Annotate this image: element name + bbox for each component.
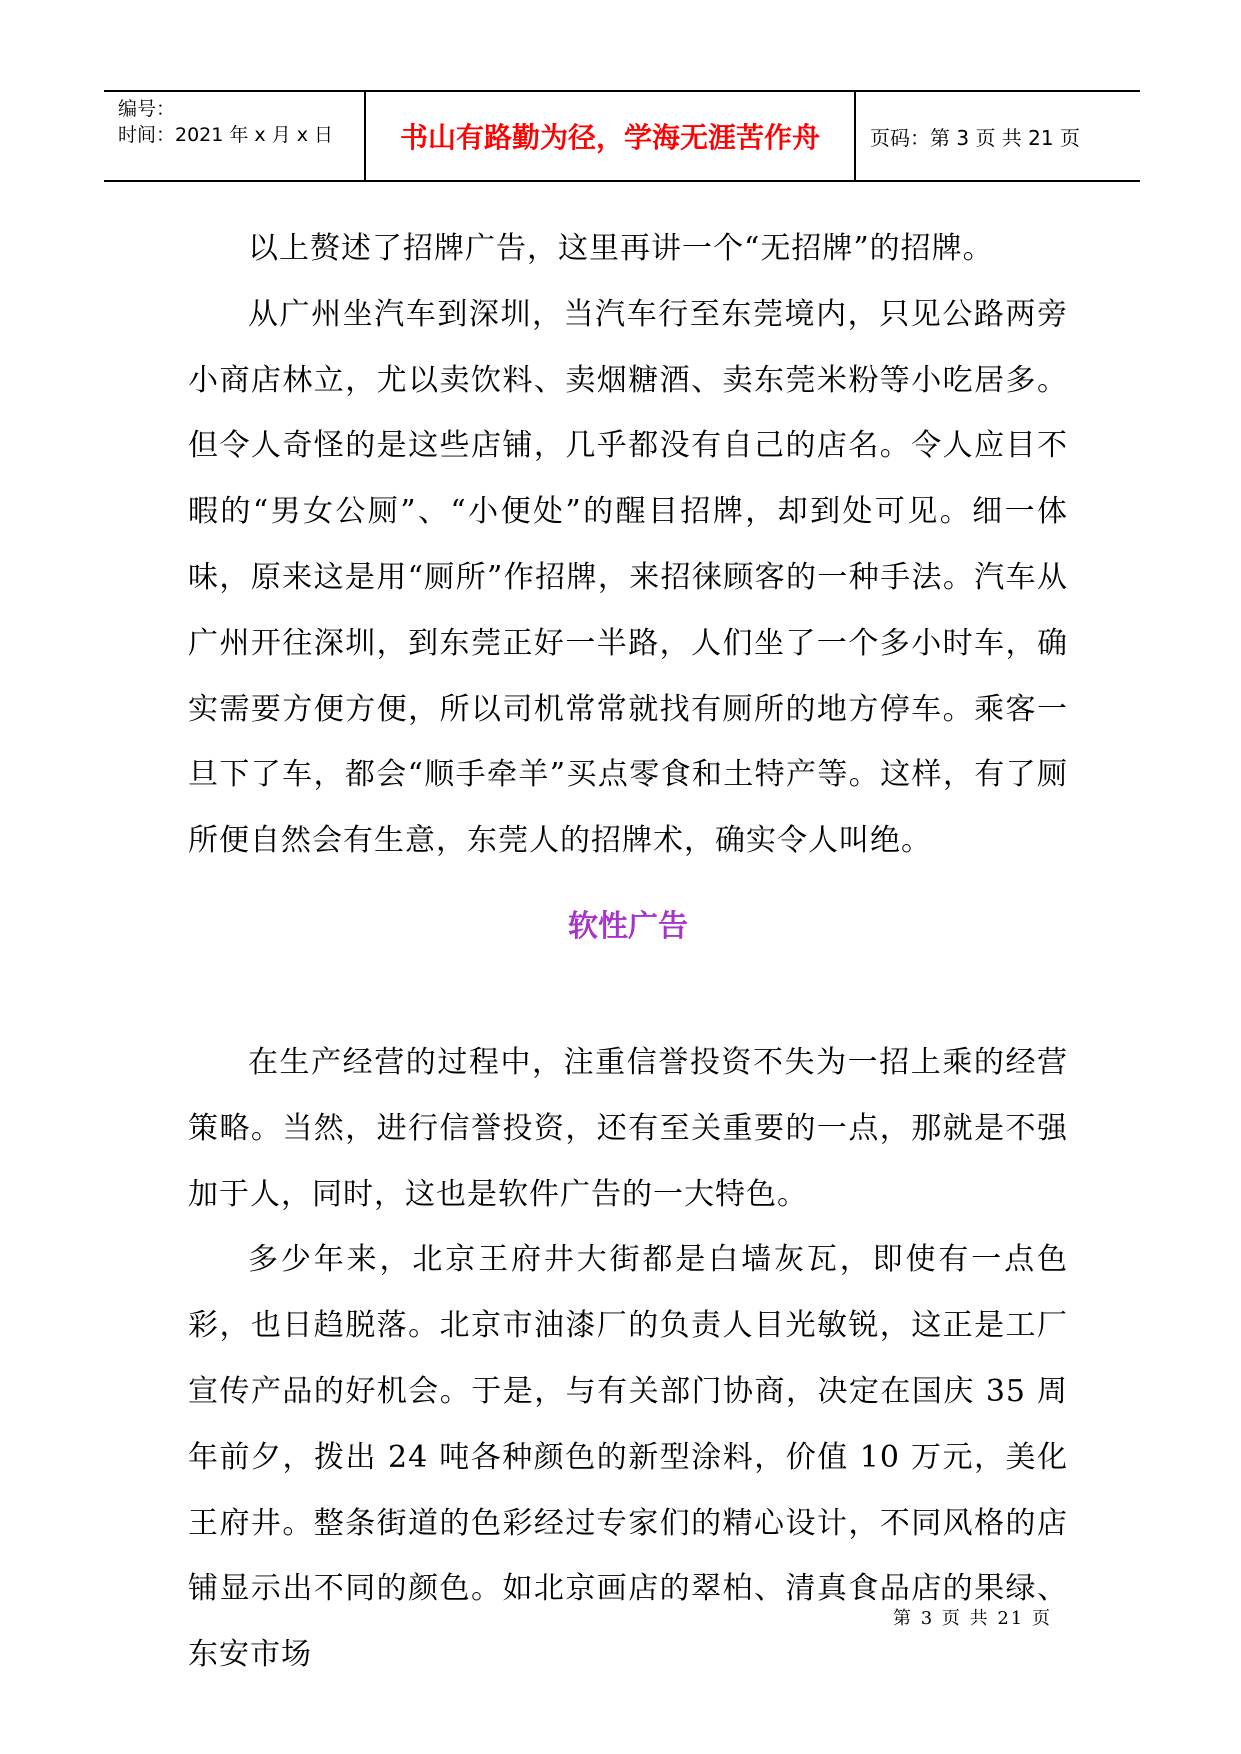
paragraph: 从广州坐汽车到深圳，当汽车行至东莞境内，只见公路两旁小商店林立，尤以卖饮料、卖烟糖酒、卖东莞米粉等小吃居多。但令人奇怪的是这些店铺，几乎都没有自己的店名。令人应目不暇的“男女公厕”、“小便处”的醒目招牌，却到处可见。细一体味，原来这是用“厕所”作招牌，来招徕顾客的一种手法。汽车从广州开往深圳，到东莞正好一半路，人们坐了一个多小时车，确实需要方便方便，所以司机常常就找有厕所的地方停车。乘客一旦下了车，都会“顺手牵羊”买点零食和土特产等。这样，有了厕所便自然会有生意，东莞人的招牌术，确实令人叫绝。 [188,296,1068,859]
document-time-label: 时间：2021 年 x 月 x 日 [118,124,334,146]
paragraph: 以上赘述了招牌广告，这里再讲一个“无招牌”的招牌。 [248,231,994,266]
page-footer-number: 第 3 页 共 21 页 [893,1608,1052,1629]
paragraph: 在生产经营的过程中，注重信誉投资不失为一招上乘的经营策略。当然，进行信誉投资，还有至关重要的一点，那就是不强加于人，同时，这也是软件广告的一大特色。 [188,1044,1068,1212]
document-header [104,90,1140,182]
header-page-cell [856,92,1140,180]
document-number-label: 编号： [118,98,176,120]
section-heading: 软性广告 [568,908,688,944]
header-motto: 书山有路勤为径，学海无涯苦作舟 [399,121,820,154]
header-motto-cell [366,92,856,180]
paragraph: 多少年来，北京王府井大街都是白墙灰瓦，即使有一点色彩，也日趋脱落。北京市油漆厂的负责人目光敏锐，这正是工厂宣传产品的好机会。于是，与有关部门协商，决定在国庆 35 周年前夕，拨出 24 吨各种颜色的新型涂料，价值 10 万元，美化王府井。整条街道的色彩经过专家们的精心设计，不同风格的店铺显示出不同的颜色。如北京画店的翠柏、清真食品店的果绿、东安市场 [188,1242,1068,1673]
header-meta [104,92,366,180]
header-page-info: 页码：第 3 页 共 21 页 [870,125,1080,150]
document-body [188,216,1068,1688]
